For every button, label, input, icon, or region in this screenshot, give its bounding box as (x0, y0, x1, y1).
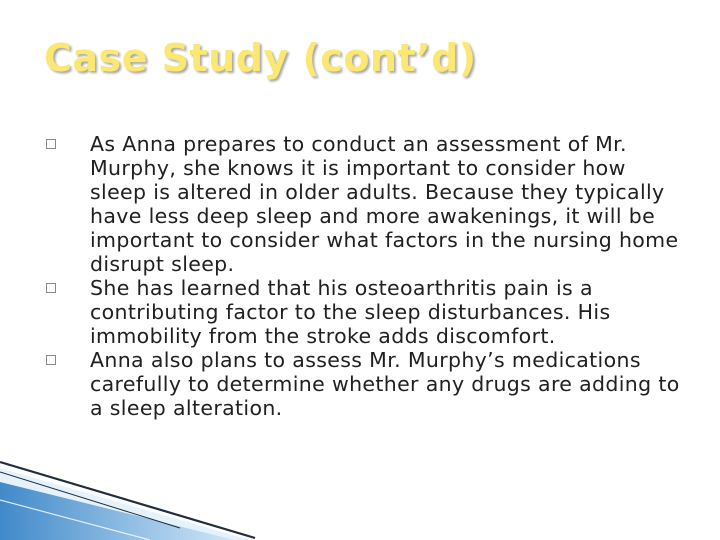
bullet-item (46, 132, 686, 276)
bullet-item (46, 276, 686, 348)
bullet-item (46, 348, 686, 420)
bullet-list (46, 132, 686, 420)
bullet-text: As Anna prepares to conduct an assessment of Mr. Murphy, she knows it is important to consider how sleep is altered in older adults. Because they typically have less deep sleep and more awakenings, it will be important to consider what factors in the nursing home disrupt sleep. (90, 132, 679, 276)
bullet-text: Anna also plans to assess Mr. Murphy’s medications carefully to determine whether any drugs are adding to a sleep alteration. (90, 348, 680, 420)
decorative-corner-swoosh (0, 450, 260, 540)
square-bullet-icon (46, 355, 56, 365)
square-bullet-icon (46, 139, 56, 149)
square-bullet-icon (46, 283, 56, 293)
bullet-text: She has learned that his osteoarthritis pain is a contributing factor to the sleep disturbances. His immobility from the stroke adds discomfort. (90, 276, 611, 348)
slide-title: Case Study (cont’d) (44, 36, 477, 80)
